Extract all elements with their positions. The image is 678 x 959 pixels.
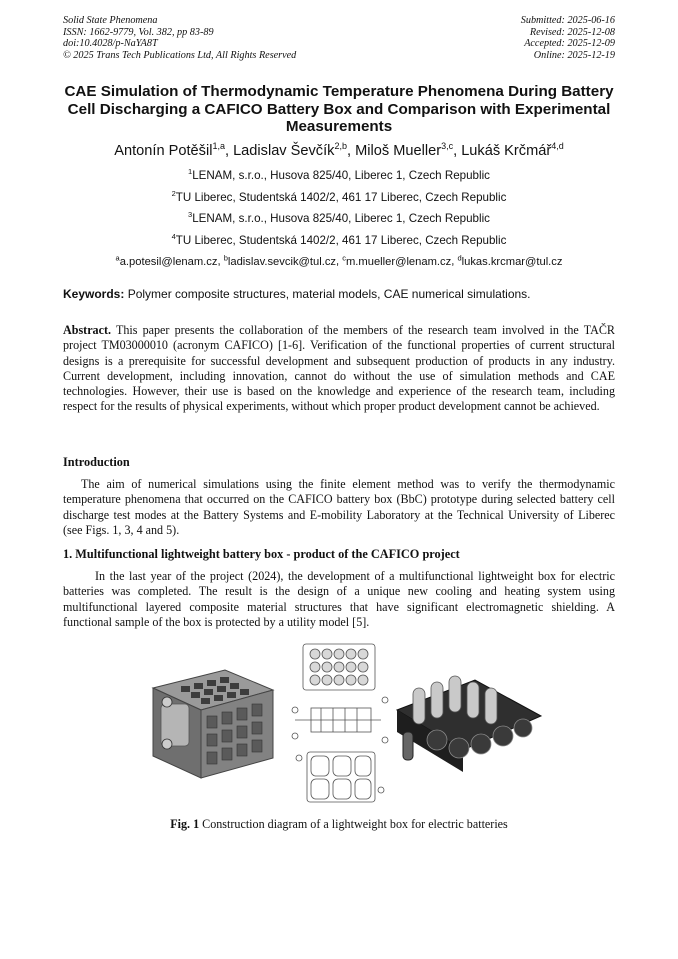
- abstract-text: This paper presents the collaboration of the members of the research team involved in the TAČR project TM03000010 (acronym CAFICO) [1-6]. Verification of the functional properties of current structural designs is a prerequisite for successful development and subsequent production of products in any industry. Current development, including innovation, cannot do without the use of simulation methods and CAE technologies. However, their use is based on the knowledge and experience of the research team, including respect for the results of physical experiments, without which proper product development cannot be achieved.: [63, 323, 615, 414]
- abstract: [63, 323, 615, 415]
- affiliation: $^4$TU Liberec, Studentská 1402/2, 461 17 Liberec, Czech Republic: [171, 232, 507, 247]
- journal-info: [63, 15, 296, 61]
- author: Miloš Mueller$^{3,c}$,: [355, 141, 462, 159]
- keywords-text: Polymer composite structures, material models, CAE numerical simulations.: [124, 287, 531, 301]
- affiliation: $^2$TU Liberec, Studentská 1402/2, 461 17 Liberec, Czech Republic: [171, 189, 507, 204]
- figure-label: Fig. 1: [170, 817, 200, 831]
- email-link[interactable]: $^c$m.mueller@lenam.cz: [342, 253, 452, 268]
- author: Ladislav Ševčík$^{2,b}$,: [233, 141, 356, 159]
- journal-copyright: © 2025 Trans Tech Publications Ltd, All Rights Reserved: [63, 49, 297, 61]
- email-link[interactable]: $^d$lukas.krcmar@tul.cz: [457, 253, 563, 268]
- section1-heading: 1. Multifunctional lightweight battery box - product of the CAFICO project: [63, 547, 460, 561]
- affiliation: $^3$LENAM, s.r.o., Husova 825/40, Liberec 1, Czech Republic: [188, 210, 490, 225]
- introduction-text: The aim of numerical simulations using the finite element method was to verify the thermodynamic temperature phenomena that occurred on the CAFICO battery box (BbC) prototype during selected battery cell discharge test modes at the Battery Systems and E-mobility Laboratory at the Technical University of Liberec (see Figs. 1, 3, 4 and 5).: [63, 477, 615, 537]
- publication-dates: [521, 15, 615, 61]
- journal-name: Solid State Phenomena: [63, 15, 158, 26]
- author: Antonín Potěšil$^{1,a}$,: [114, 141, 234, 159]
- technical-drawing: [292, 644, 388, 802]
- section1-text: In the last year of the project (2024), the development of a multifunctional lightweight box for electric batteries was completed. The result is the design of a unique new cooling and heating system using multifunctional layered composite material structures that have significant electromagnetic shielding. A functional sample of the box is protected by a utility model [5].: [63, 569, 615, 629]
- abstract-label: Abstract.: [63, 323, 112, 337]
- keywords-label: Keywords:: [63, 287, 125, 301]
- date-revised: Revised: 2025-12-08: [529, 26, 615, 38]
- author-list: [40, 141, 638, 159]
- exploded-cell-view: [397, 676, 541, 772]
- battery-box-figure: [145, 640, 547, 806]
- date-accepted: Accepted: 2025-12-09: [524, 38, 615, 50]
- journal-doi[interactable]: doi:10.4028/p-NaYA8T: [63, 38, 158, 50]
- author-emails: $^a$a.potesil@lenam.cz, $^b$ladislav.sevcik@tul.cz, $^c$m.mueller@lenam.cz, $^d$lukas.krcmar@tul.cz: [115, 253, 563, 268]
- email-link[interactable]: $^a$a.potesil@lenam.cz: [115, 253, 218, 268]
- date-submitted: Submitted: 2025-06-16: [520, 15, 615, 26]
- affiliation: $^1$LENAM, s.r.o., Husova 825/40, Liberec 1, Czech Republic: [188, 167, 490, 182]
- keywords: [63, 287, 615, 301]
- battery-box-3d-view: [153, 670, 273, 778]
- figure-caption-text: Construction diagram of a lightweight box for electric batteries: [199, 817, 508, 831]
- date-online: Online: 2025-12-19: [533, 49, 615, 61]
- paper-title: CAE Simulation of Thermodynamic Temperature Phenomena During Battery Cell Discharging a CAFICO Battery Box and Comparison with Experimental Measurements: [64, 83, 614, 136]
- author: Lukáš Krčmář$^{4,d}$: [461, 141, 564, 159]
- journal-issn: ISSN: 1662-9779, Vol. 382, pp 83-89: [63, 26, 214, 38]
- email-link[interactable]: $^b$ladislav.sevcik@tul.cz: [223, 253, 337, 268]
- introduction-heading: Introduction: [63, 455, 130, 469]
- figure-caption: [63, 817, 615, 832]
